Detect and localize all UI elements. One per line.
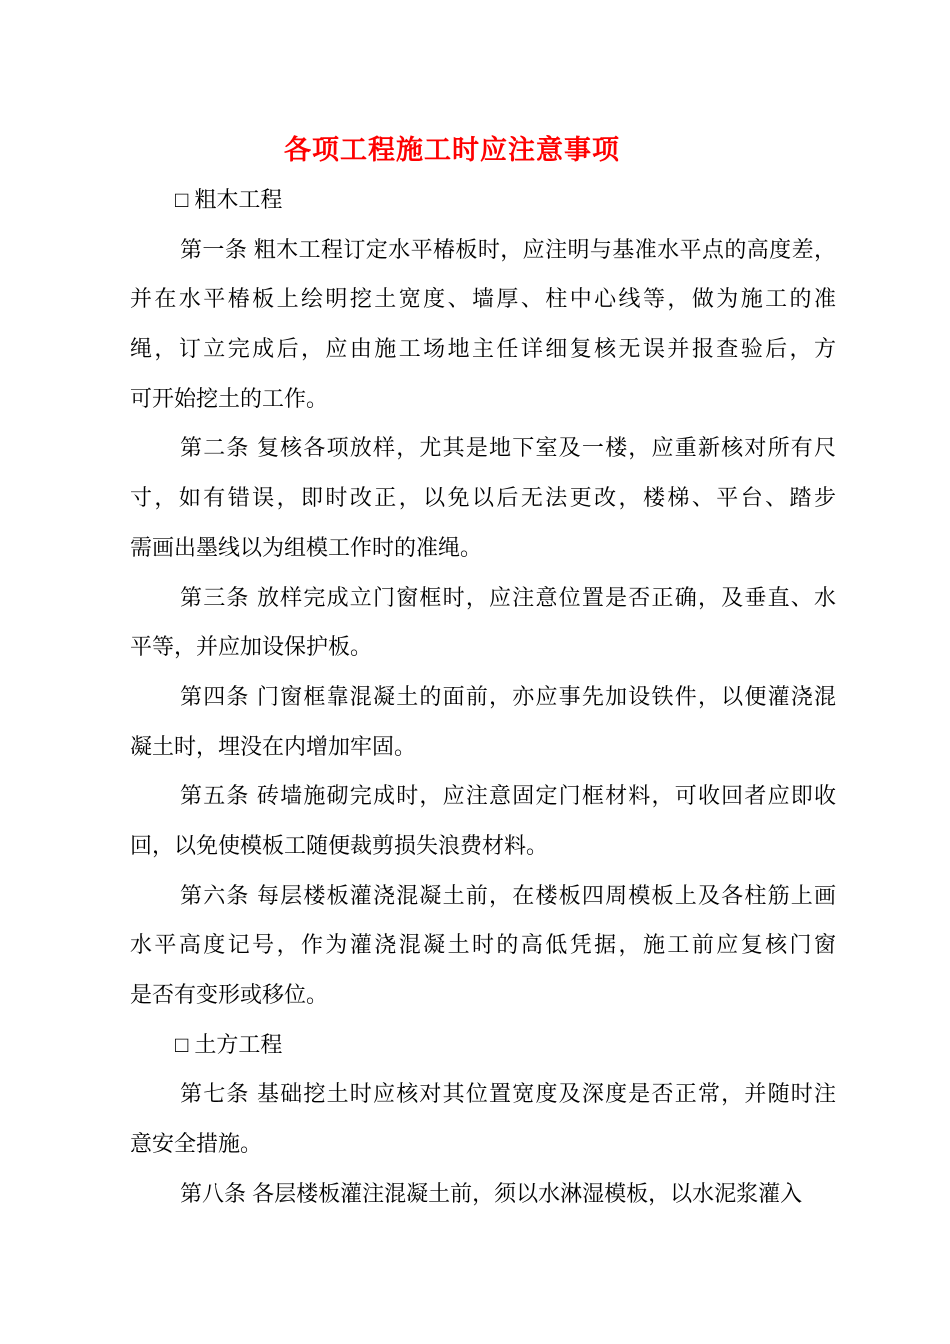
text-line: 寸，如有错误，即时改正，以免以后无法更改，楼梯、平台、踏步 <box>130 485 836 511</box>
text-line: 回，以免使模板工随便裁剪损失浪费材料。 <box>130 832 549 858</box>
text-line: □ 粗木工程 <box>175 187 283 212</box>
text-line: 并在水平椿板上绘明挖土宽度、墙厚、柱中心线等，做为施工的准 <box>130 286 836 312</box>
text-line: 第六条 每层楼板灌浇混凝土前，在楼板四周模板上及各柱筋上画 <box>180 882 836 908</box>
text-line: □ 土方工程 <box>175 1031 283 1057</box>
text-line: 第七条 基础挖土时应核对其位置宽度及深度是否正常，并随时注 <box>180 1081 836 1107</box>
document-body <box>130 175 836 1218</box>
text-line: 水平高度记号，作为灌浇混凝土时的高低凭据，施工前应复核门窗 <box>130 932 836 958</box>
text-line: 第八条 各层楼板灌注混凝土前，须以水淋湿模板，以水泥浆灌入 <box>180 1180 803 1206</box>
text-line: 需画出墨线以为组模工作时的准绳。 <box>130 534 483 560</box>
text-line: 凝土时，埋没在内增加牢固。 <box>130 733 417 759</box>
text-line: 平等，并应加设保护板。 <box>130 634 373 660</box>
text-line: 绳，订立完成后，应由施工场地主任详细复核无误并报查验后，方 <box>130 336 836 362</box>
text-line: 意安全措施。 <box>130 1131 263 1157</box>
text-line: 是否有变形或移位。 <box>130 982 329 1007</box>
text-line: 第一条 粗木工程订定水平椿板时，应注明与基准水平点的高度差， <box>180 236 836 262</box>
text-line: 第二条 复核各项放样，尤其是地下室及一楼，应重新核对所有尺 <box>180 435 836 461</box>
text-line: 第四条 门窗框靠混凝土的面前，亦应事先加设铁件，以便灌浇混 <box>180 683 836 709</box>
text-line: 第三条 放样完成立门窗框时，应注意位置是否正确，及垂直、水 <box>180 584 836 610</box>
document-title: 各项工程施工时应注意事项 <box>284 135 620 165</box>
text-line: 第五条 砖墙施砌完成时，应注意固定门框材料，可收回者应即收 <box>180 783 836 809</box>
text-line: 可开始挖土的工作。 <box>130 385 329 411</box>
